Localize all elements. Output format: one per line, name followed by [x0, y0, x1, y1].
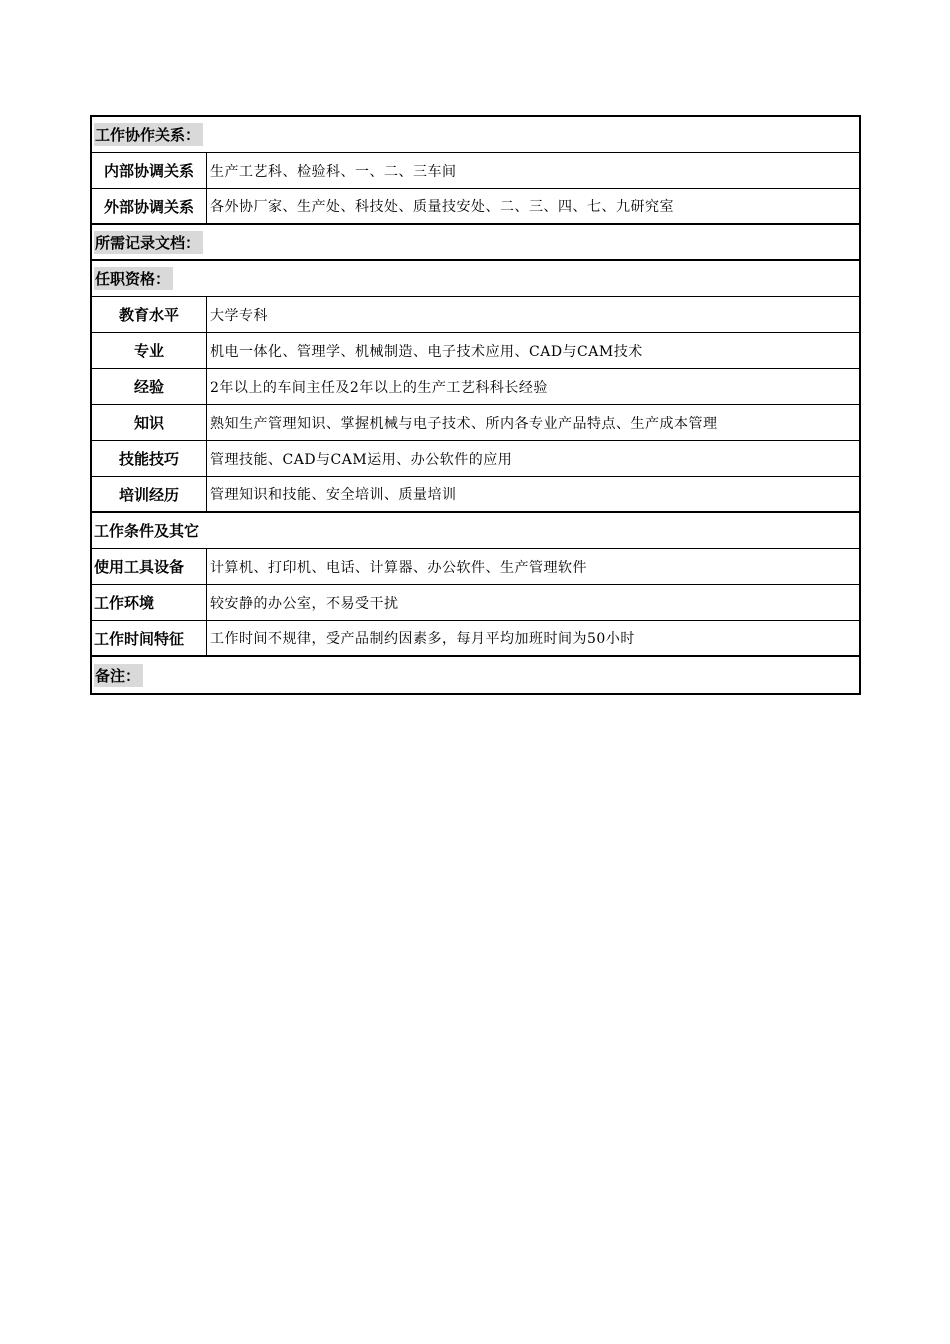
- row-label: 使用工具设备: [92, 549, 207, 584]
- table-row: [92, 441, 859, 477]
- section-title-collab: 工作协作关系：: [94, 123, 203, 146]
- row-value: 大学专科: [210, 307, 268, 324]
- table-row: [92, 477, 859, 513]
- table-row: [92, 297, 859, 333]
- row-value: 熟知生产管理知识、掌握机械与电子技术、所内各专业产品特点、生产成本管理: [210, 415, 718, 432]
- table-row: [92, 585, 859, 621]
- table-row: [92, 333, 859, 369]
- row-value: 较安静的办公室，不易受干扰: [210, 595, 399, 612]
- table-row: [92, 621, 859, 657]
- row-value: 各外协厂家、生产处、科技处、质量技安处、二、三、四、七、九研究室: [210, 199, 674, 215]
- row-value: 2年以上的车间主任及2年以上的生产工艺科科长经验: [210, 379, 548, 396]
- row-label: 工作环境: [92, 585, 207, 620]
- row-label: 培训经历: [92, 477, 207, 511]
- section-notes: [92, 657, 859, 693]
- row-label: 经验: [92, 369, 207, 404]
- row-value: 机电一体化、管理学、机械制造、电子技术应用、CAD与CAM技术: [210, 343, 643, 360]
- table-row: [92, 549, 859, 585]
- section-title-records: 所需记录文档：: [94, 231, 203, 254]
- row-value: 生产工艺科、检验科、一、二、三车间: [210, 163, 457, 180]
- job-description-table: [90, 115, 861, 695]
- section-conditions: [92, 513, 859, 549]
- section-qualifications: [92, 261, 859, 297]
- row-label: 内部协调关系: [92, 153, 207, 188]
- section-title-qualifications: 任职资格：: [94, 267, 173, 290]
- row-label: 工作时间特征: [92, 621, 207, 655]
- section-records: [92, 225, 859, 261]
- row-value: 管理知识和技能、安全培训、质量培训: [210, 487, 457, 503]
- section-title-notes: 备注：: [94, 664, 143, 687]
- row-label: 专业: [92, 333, 207, 368]
- table-row: [92, 153, 859, 189]
- row-label: 外部协调关系: [92, 189, 207, 223]
- row-value: 工作时间不规律，受产品制约因素多，每月平均加班时间为50小时: [210, 631, 635, 647]
- table-row: [92, 369, 859, 405]
- row-value: 计算机、打印机、电话、计算器、办公软件、生产管理软件: [210, 559, 587, 576]
- row-value: 管理技能、CAD与CAM运用、办公软件的应用: [210, 451, 513, 468]
- table-row: [92, 405, 859, 441]
- section-title-conditions: 工作条件及其它: [94, 522, 200, 540]
- row-label: 教育水平: [92, 297, 207, 332]
- table-row: [92, 189, 859, 225]
- section-collab: [92, 117, 859, 153]
- row-label: 知识: [92, 405, 207, 440]
- row-label: 技能技巧: [92, 441, 207, 476]
